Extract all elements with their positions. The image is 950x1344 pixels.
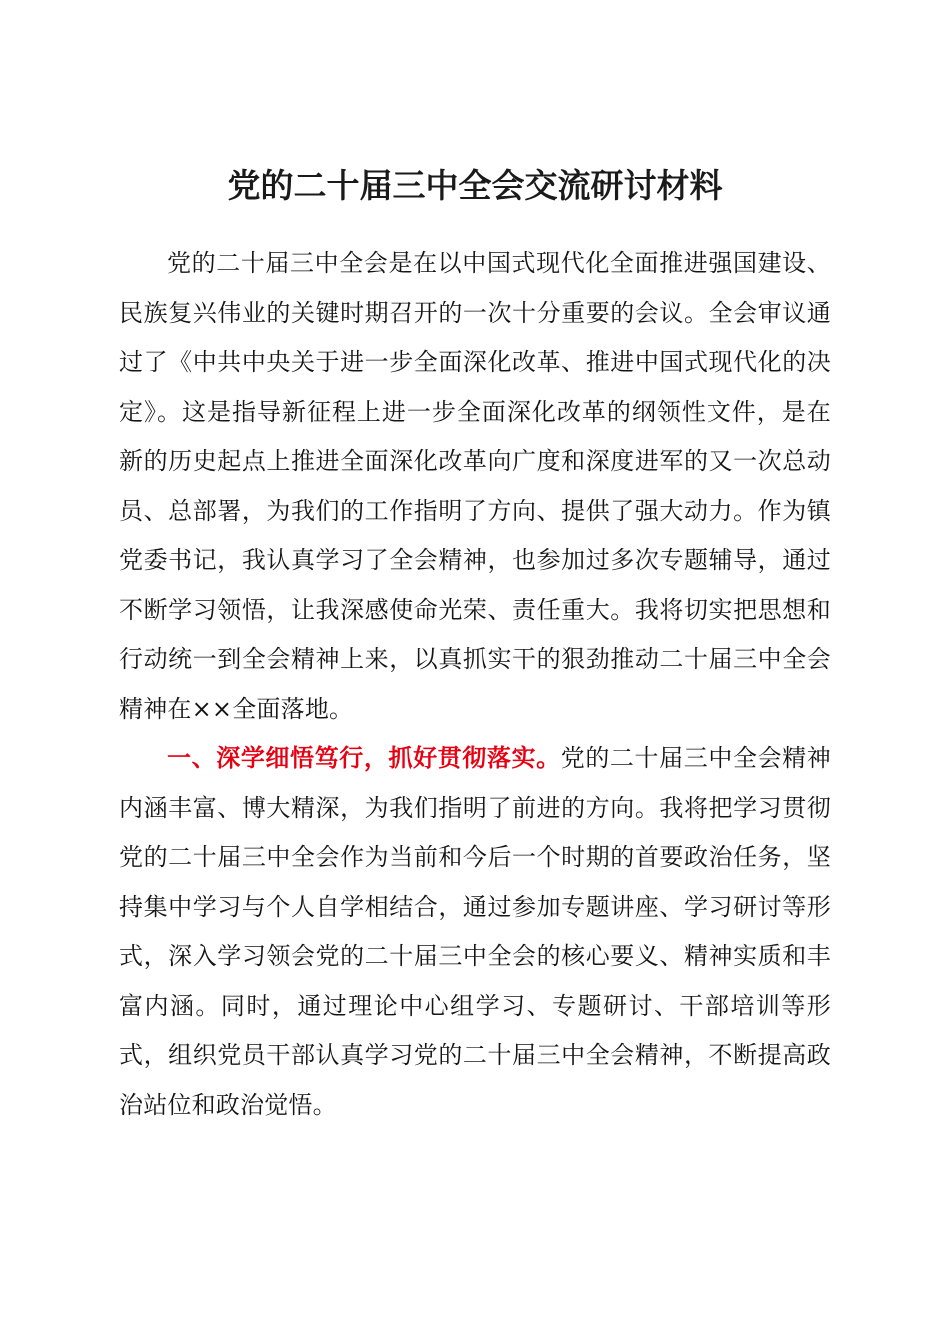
section-paragraph-text: 党的二十届三中全会精神内涵丰富、博大精深，为我们指明了前进的方向。我将把学习贯彻党的二十届三中全会作为当前和今后一个时期的首要政治任务，坚持集中学习与个人自学相结合，通过参加专题讲座、学习研讨等形式，深入学习领会党的二十届三中全会的核心要义、精神实质和丰富内涵。同时，通过理论中心组学习、专题研讨、干部培训等形式，组织党员干部认真学习党的二十届三中全会精神，不断提高政治站位和政治觉悟。 [119,744,831,1119]
section-paragraph [119,734,831,1130]
intro-paragraph-text: 党的二十届三中全会是在以中国式现代化全面推进强国建设、民族复兴伟业的关键时期召开的一次十分重要的会议。全会审议通过了《中共中央关于进一步全面深化改革、推进中国式现代化的决定》。这是指导新征程上进一步全面深化改革的纲领性文件，是在新的历史起点上推进全面深化改革向广度和深度进军的又一次总动员、总部署，为我们的工作指明了方向、提供了强大动力。作为镇党委书记，我认真学习了全会精神，也参加过多次专题辅导，通过不断学习领悟，让我深感使命光荣、责任重大。我将切实把思想和行动统一到全会精神上来，以真抓实干的狠劲推动二十届三中全会精神在××全面落地。 [119,249,831,723]
section-heading: 一、深学细悟笃行，抓好贯彻落实。 [167,744,561,772]
intro-paragraph [119,239,831,734]
document-body [119,239,831,1130]
document-title: 党的二十届三中全会交流研讨材料 [227,166,723,205]
